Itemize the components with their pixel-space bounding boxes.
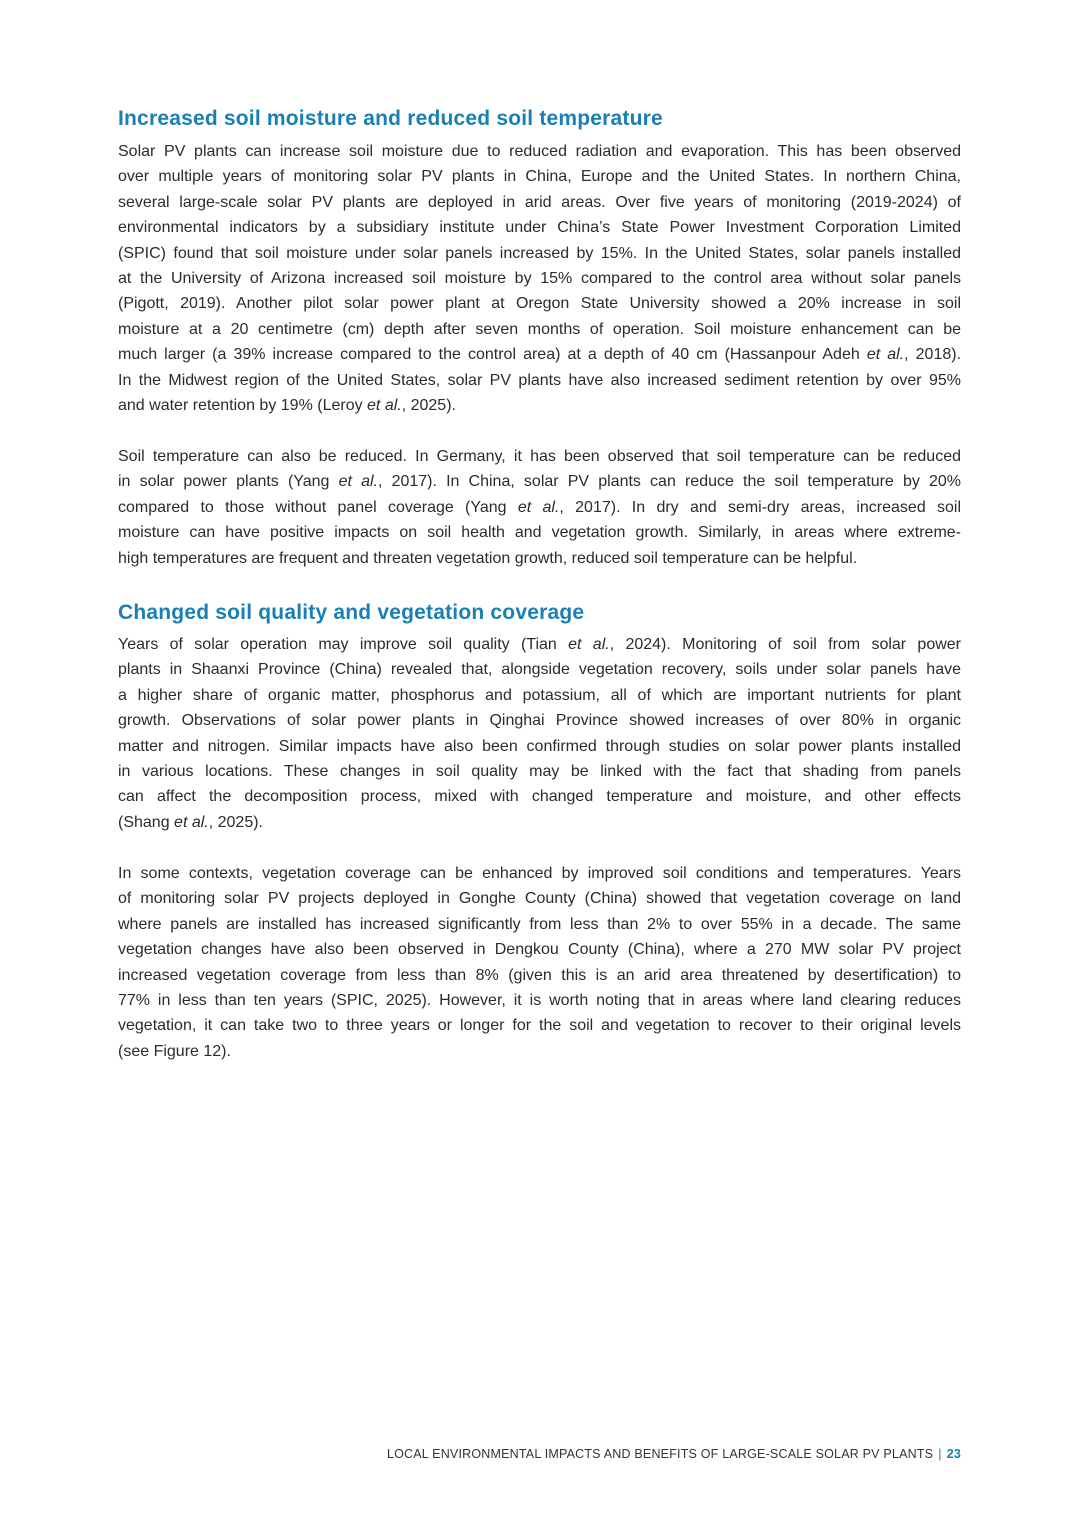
text-run: , 2025). (401, 396, 456, 414)
text-line (118, 937, 961, 962)
text-run: of monitoring solar PV projects deployed in Gonghe County (China) showed that vegetation coverage on land (118, 890, 961, 908)
text-run: In the Midwest region of the United States, solar PV plants have also increased sediment retention by over 95% (118, 371, 961, 389)
text-run: matter and nitrogen. Similar impacts have also been confirmed through studies on solar power plants installed (118, 737, 961, 755)
italic-text: et al. (568, 636, 610, 653)
text-line (118, 291, 961, 316)
text-run: (see Figure 12). (118, 1042, 231, 1060)
italic-text: et al. (367, 396, 402, 414)
italic-text: et al. (866, 346, 905, 364)
text-line (118, 546, 961, 571)
text-line (118, 266, 961, 291)
text-line (118, 912, 961, 937)
paragraph (118, 139, 961, 418)
text-line (118, 393, 961, 418)
text-run: moisture can have positive impacts on soil health and vegetation growth. Similarly, in areas where extreme- (118, 524, 961, 542)
text-run: growth. Observations of solar power plants in Qinghai Province showed increases of over 80% in organic (118, 712, 961, 730)
page-footer (387, 1447, 961, 1461)
text-line (118, 444, 961, 469)
text-run: in solar power plants (Yang (118, 473, 339, 491)
text-run: at the University of Arizona increased soil moisture by 15% compared to the control area without solar panels (118, 269, 961, 287)
text-run: moisture at a 20 centimetre (cm) depth after seven months of operation. Soil moisture enhancement can be (118, 320, 961, 338)
text-line (118, 342, 961, 367)
text-run: environmental indicators by a subsidiary institute under China’s State Power Investment Corporation Limited (118, 219, 961, 237)
text-run: can affect the decomposition process, mixed with changed temperature and moisture, and other effects (118, 788, 961, 806)
text-line (118, 708, 961, 733)
italic-text: et al. (174, 813, 209, 831)
italic-text: et al. (517, 498, 560, 516)
text-run: increased vegetation coverage from less than 8% (given this is an arid area threatened by desertification) to (118, 966, 961, 984)
paragraph (118, 861, 961, 1064)
text-line (118, 495, 961, 520)
text-line (118, 657, 961, 682)
text-run: and water retention by 19% (Leroy (118, 396, 368, 414)
text-line (118, 317, 961, 342)
text-run: several large-scale solar PV plants are deployed in arid areas. Over five years of monitoring (2019-2024) of (118, 193, 961, 211)
text-line (118, 1013, 961, 1038)
section-heading-soil-quality: Changed soil quality and vegetation coverage (118, 601, 585, 624)
text-line (118, 759, 961, 784)
text-run: (SPIC) found that soil moisture under solar panels increased by 15%. In the United States, solar panels installed (118, 244, 961, 262)
text-line (118, 632, 961, 657)
text-line (118, 734, 961, 759)
text-run: (Shang (118, 813, 175, 831)
text-line (118, 683, 961, 708)
text-run: vegetation, it can take two to three years or longer for the soil and vegetation to recover to their original levels (118, 1017, 961, 1035)
text-run: , 2018). (904, 346, 962, 364)
text-line (118, 215, 961, 240)
text-run: over multiple years of monitoring solar PV plants in China, Europe and the United States. In northern China, (118, 168, 961, 186)
text-line (118, 861, 961, 886)
text-run: plants in Shaanxi Province (China) revealed that, alongside vegetation recovery, soils under solar panels have (118, 661, 961, 679)
text-run: where panels are installed has increased significantly from less than 2% to over 55% in a decade. The same (118, 915, 961, 933)
text-run: vegetation changes have also been observed in Dengkou County (China), where a 270 MW solar PV project (118, 941, 961, 959)
text-run: (Pigott, 2019). Another pilot solar power plant at Oregon State University showed a 20% increase in soil (118, 295, 961, 313)
text-line (118, 784, 961, 809)
text-run: 77% in less than ten years (SPIC, 2025). However, it is worth noting that in areas where land clearing reduces (118, 991, 961, 1009)
text-run: Solar PV plants can increase soil moisture due to reduced radiation and evaporation. This has been observed (118, 143, 961, 160)
paragraph (118, 632, 961, 835)
text-run: a higher share of organic matter, phosphorus and potassium, all of which are important nutrients for plant (118, 686, 961, 704)
text-line (118, 368, 961, 393)
text-line (118, 241, 961, 266)
text-run: much larger (a 39% increase compared to the control area) at a depth of 40 cm (Hassanpour Adeh (118, 346, 867, 364)
footer-title: LOCAL ENVIRONMENTAL IMPACTS AND BENEFITS OF LARGE-SCALE SOLAR PV PLANTS (386, 1447, 934, 1461)
text-run: , 2025). (208, 813, 263, 831)
text-run: in various locations. These changes in soil quality may be linked with the fact that shading from panels (118, 762, 961, 780)
section-heading-soil-moisture: Increased soil moisture and reduced soil temperature (118, 107, 663, 130)
footer-separator: | (938, 1447, 942, 1461)
text-line (118, 520, 961, 545)
page-number: 23 (946, 1447, 961, 1461)
text-line (118, 988, 961, 1013)
text-run: compared to those without panel coverage (Yang (118, 498, 518, 516)
text-run: , 2024). Monitoring of soil from solar power (609, 636, 962, 653)
italic-text: et al. (338, 473, 378, 491)
text-run: , 2017). In China, solar PV plants can reduce the soil temperature by 20% (377, 473, 962, 491)
text-line (118, 810, 961, 835)
text-run: In some contexts, vegetation coverage can be enhanced by improved soil conditions and temperatures. Years (118, 865, 961, 882)
text-line (118, 886, 961, 911)
text-line (118, 1039, 961, 1064)
text-line (118, 139, 961, 164)
text-run: Years of solar operation may improve soil quality (Tian (118, 636, 569, 653)
text-line (118, 963, 961, 988)
text-run: high temperatures are frequent and threaten vegetation growth, reduced soil temperature can be helpful. (118, 549, 858, 567)
text-run: Soil temperature can also be reduced. In Germany, it has been observed that soil temperature can be reduced (118, 448, 961, 465)
text-line (118, 469, 961, 494)
text-run: , 2017). In dry and semi-dry areas, increased soil (559, 498, 962, 516)
text-line (118, 190, 961, 215)
text-line (118, 164, 961, 189)
paragraph (118, 444, 961, 571)
